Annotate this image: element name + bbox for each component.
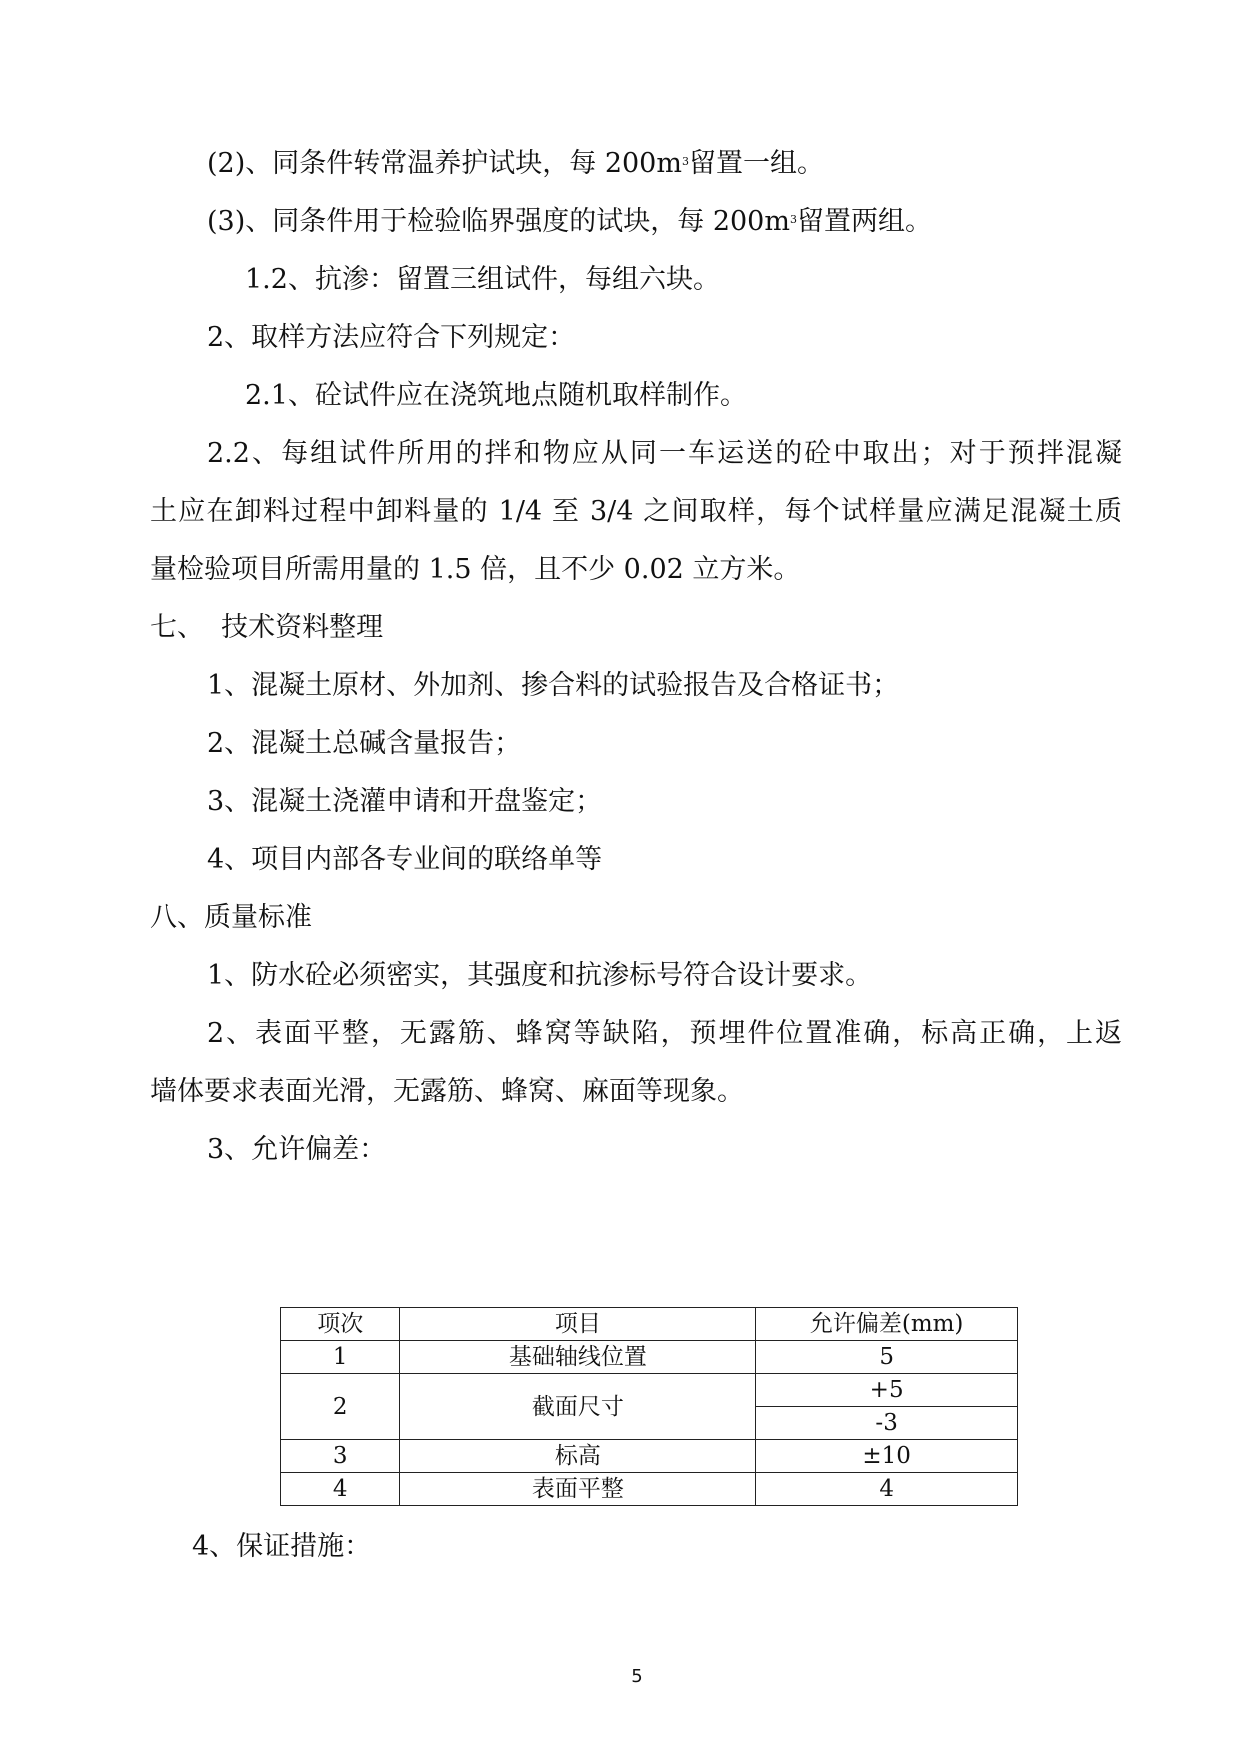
list-item: 1、防水砼必须密实，其强度和抗渗标号符合设计要求。 xyxy=(207,960,873,991)
page-number: 5 xyxy=(631,1666,643,1687)
table-cell: +5 xyxy=(756,1374,1018,1407)
table-cell: 5 xyxy=(756,1341,1018,1374)
section-heading-8: 八、质量标准 xyxy=(150,902,312,933)
allowable-deviation-table xyxy=(280,1307,1018,1506)
text: (2)、同条件转常温养护试块，每 200m xyxy=(207,148,682,179)
paragraph-curing-test-block xyxy=(207,146,824,182)
list-item: 2、混凝土总碱含量报告； xyxy=(207,728,522,759)
text: 留置两组。 xyxy=(796,206,932,237)
paragraph-sampling-2-1: 2.1、砼试件应在浇筑地点随机取样制作。 xyxy=(245,380,747,411)
table-row xyxy=(281,1440,1018,1473)
text: (3)、同条件用于检验临界强度的试块，每 200m xyxy=(207,206,790,237)
table-row xyxy=(281,1374,1018,1407)
section-heading-7: 七、 技术资料整理 xyxy=(150,612,384,643)
text: 留置一组。 xyxy=(688,148,824,179)
list-item-line2: 墙体要求表面光滑，无露筋、蜂窝、麻面等现象。 xyxy=(150,1076,744,1107)
list-item-line1: 2、表面平整，无露筋、蜂窝等缺陷，预埋件位置准确，标高正确，上返 xyxy=(207,1018,1122,1049)
paragraph-sampling-2-2-line2: 土应在卸料过程中卸料量的 1/4 至 3/4 之间取样，每个试样量应满足混凝土质 xyxy=(150,496,1122,527)
table-header: 项次 xyxy=(281,1308,400,1341)
table-row xyxy=(281,1473,1018,1506)
table-header: 允许偏差(mm) xyxy=(756,1308,1018,1341)
table-header-row xyxy=(281,1308,1018,1341)
paragraph-sampling-2-2-line1: 2.2、每组试件所用的拌和物应从同一车运送的砼中取出；对于预拌混凝 xyxy=(207,438,1122,469)
paragraph-critical-strength-test-block xyxy=(207,204,932,240)
list-item: 4、项目内部各专业间的联络单等 xyxy=(207,844,603,875)
paragraph-sampling-2-2-line3: 量检验项目所需用量的 1.5 倍，且不少 0.02 立方米。 xyxy=(150,554,801,585)
paragraph-sampling-method: 2、取样方法应符合下列规定： xyxy=(207,322,576,353)
list-item: 3、混凝土浇灌申请和开盘鉴定； xyxy=(207,786,603,817)
superscript: 3 xyxy=(681,155,689,168)
table-cell: 1 xyxy=(281,1341,400,1374)
table-cell: ±10 xyxy=(756,1440,1018,1473)
list-item: 4、保证措施： xyxy=(192,1531,372,1562)
table-cell: 2 xyxy=(281,1374,400,1440)
table-cell: 基础轴线位置 xyxy=(400,1341,756,1374)
table-header: 项目 xyxy=(400,1308,756,1341)
table-row xyxy=(281,1341,1018,1374)
table-cell: 截面尺寸 xyxy=(400,1374,756,1440)
table-cell: 标高 xyxy=(400,1440,756,1473)
superscript: 3 xyxy=(789,213,797,226)
table-cell: 表面平整 xyxy=(400,1473,756,1506)
list-item: 3、允许偏差： xyxy=(207,1134,387,1165)
table-cell: 4 xyxy=(756,1473,1018,1506)
table-cell: 4 xyxy=(281,1473,400,1506)
list-item: 1、混凝土原材、外加剂、掺合料的试验报告及合格证书； xyxy=(207,670,900,701)
table-cell: 3 xyxy=(281,1440,400,1473)
paragraph-impermeability: 1.2、抗渗：留置三组试件，每组六块。 xyxy=(245,264,720,295)
table-cell: -3 xyxy=(756,1407,1018,1440)
